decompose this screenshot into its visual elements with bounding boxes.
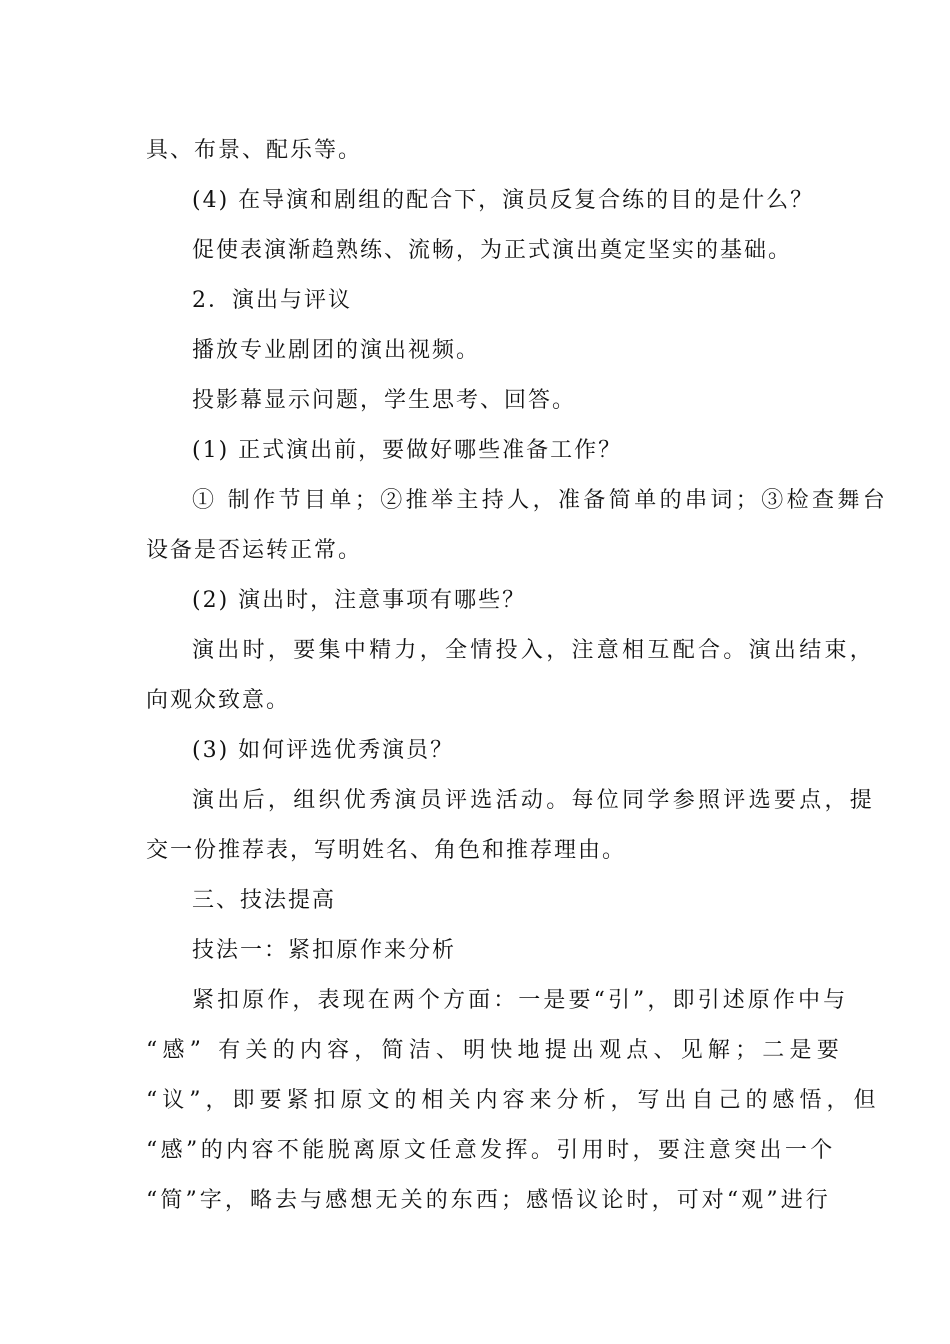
answer-4: 促使表演渐趋熟练、流畅，为正式演出奠定坚实的基础。	[192, 238, 793, 263]
paragraph-line: “感” 有关的内容，简洁、明快地提出观点、见解；二是要	[146, 1038, 844, 1063]
answer-1-continued: 设备是否运转正常。	[146, 538, 363, 563]
paragraph-line: 紧扣原作，表现在两个方面：一是要“引”，即引述原作中与	[192, 988, 849, 1013]
text-line: 具、布景、配乐等。	[146, 138, 363, 163]
paragraph-line: “简”字，略去与感想无关的东西；感悟议论时，可对“观”进行	[146, 1188, 831, 1213]
answer-3-continued: 交一份推荐表，写明姓名、角色和推荐理由。	[146, 838, 627, 863]
paragraph-line: “感”的内容不能脱离原文任意发挥。引用时，要注意突出一个	[146, 1138, 836, 1163]
answer-1: ① 制作节目单；②推举主持人，准备简单的串词；③检查舞台	[192, 488, 889, 513]
question-2: (2) 演出时，注意事项有哪些？	[192, 588, 527, 613]
text-line: 投影幕显示问题，学生思考、回答。	[192, 388, 577, 413]
question-1: (1) 正式演出前，要做好哪些准备工作？	[192, 438, 623, 463]
answer-2-continued: 向观众致意。	[146, 688, 291, 713]
text-line: 播放专业剧团的演出视频。	[192, 338, 481, 363]
answer-3: 演出后，组织优秀演员评选活动。每位同学参照评选要点，提	[192, 788, 876, 813]
answer-2: 演出时，要集中精力，全情投入，注意相互配合。演出结束，	[192, 638, 876, 663]
paragraph-line: “议”，即要紧扣原文的相关内容来分析，写出自己的感悟，但	[146, 1088, 881, 1113]
section-heading-3: 三、技法提高	[192, 888, 337, 913]
question-4: (4) 在导演和剧组的配合下，演员反复合练的目的是什么？	[192, 188, 815, 213]
section-heading-2: 2．演出与评议	[192, 288, 352, 313]
technique-heading-1: 技法一：紧扣原作来分析	[192, 938, 457, 963]
question-3: (3) 如何评选优秀演员？	[192, 738, 455, 763]
